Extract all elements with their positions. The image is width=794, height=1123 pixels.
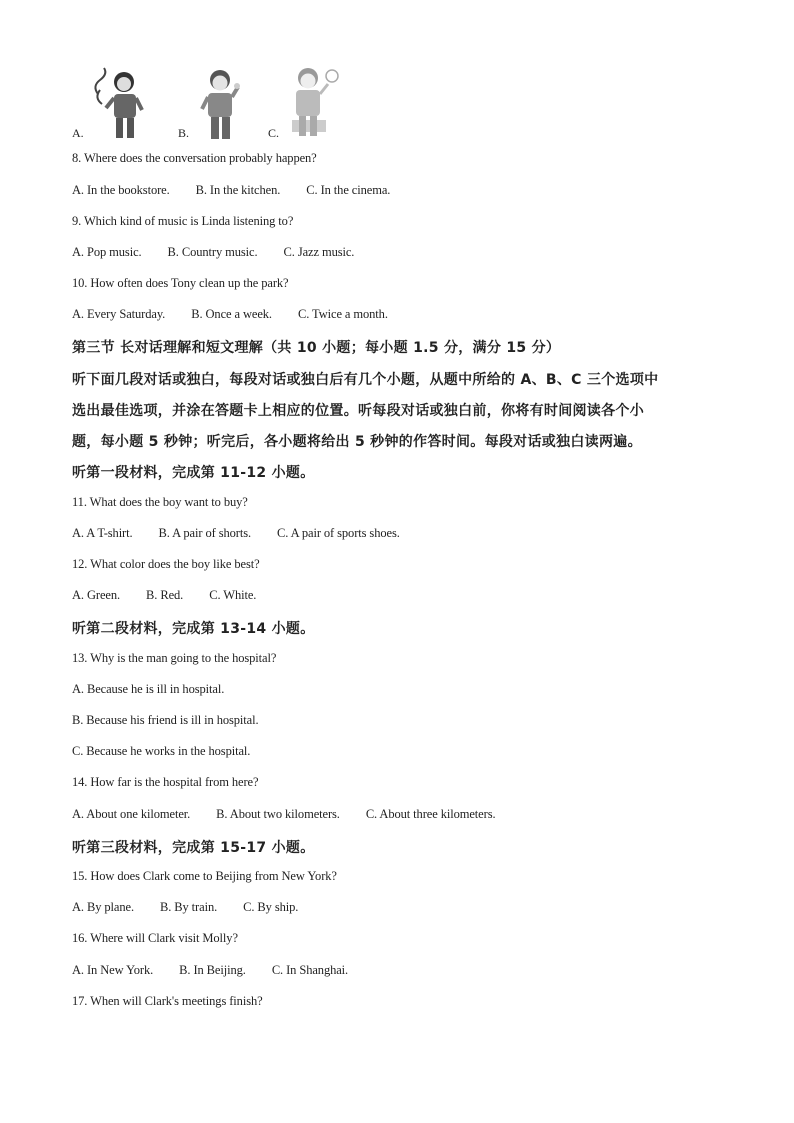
q12-stem: 12. What color does the boy like best?: [72, 557, 260, 571]
q13-option-a[interactable]: A. Because he is ill in hospital.: [72, 682, 225, 696]
q10-option-c[interactable]: C. Twice a month.: [297, 307, 388, 321]
part2-heading: 听第二段材料，完成第 13-14 小题。: [72, 621, 315, 637]
q14-option-c[interactable]: C. About three kilometers.: [365, 807, 496, 821]
q9-options: [72, 245, 354, 260]
q15-option-c[interactable]: C. By ship.: [243, 900, 299, 914]
q10-option-a[interactable]: A. Every Saturday.: [72, 307, 166, 321]
q10-options: [72, 307, 388, 322]
q9-option-a[interactable]: A. Pop music.: [72, 245, 142, 259]
q8-stem: 8. Where does the conversation probably happen?: [72, 151, 317, 165]
q7-option-a-label: A.: [72, 126, 84, 140]
q7-picture-options: [72, 64, 372, 144]
q9-option-c[interactable]: C. Jazz music.: [283, 245, 355, 259]
person-with-toothache-illustration: [192, 64, 248, 142]
q11-options: [72, 526, 400, 541]
q11-option-b[interactable]: B. A pair of shorts.: [158, 526, 251, 540]
q16-option-b[interactable]: B. In Beijing.: [179, 963, 246, 977]
part1-heading: 听第一段材料，完成第 11-12 小题。: [72, 465, 315, 481]
q16-options: [72, 963, 348, 978]
q15-stem: 15. How does Clark come to Beijing from New York?: [72, 869, 337, 883]
q13-stem: 13. Why is the man going to the hospital?: [72, 651, 277, 665]
q11-stem: 11. What does the boy want to buy?: [72, 495, 248, 509]
q12-option-a[interactable]: A. Green.: [72, 588, 121, 602]
q12-option-c[interactable]: C. White.: [209, 588, 257, 602]
section3-instruction-line-2: 选出最佳选项，并涂在答题卡上相应的位置。听每段对话或独白前，你将有时间阅读各个小: [72, 403, 644, 419]
section3-instruction-line-1: 听下面几段对话或独白，每段对话或独白后有几个小题，从题中所给的 A、B、C 三个选项中: [72, 372, 659, 388]
q13-option-c[interactable]: C. Because he works in the hospital.: [72, 744, 251, 758]
q15-option-b[interactable]: B. By train.: [159, 900, 218, 914]
q10-option-b[interactable]: B. Once a week.: [191, 307, 272, 321]
q16-option-a[interactable]: A. In New York.: [72, 963, 154, 977]
q14-option-a[interactable]: A. About one kilometer.: [72, 807, 191, 821]
q15-options: [72, 900, 298, 915]
q11-option-a[interactable]: A. A T-shirt.: [72, 526, 133, 540]
q8-option-c[interactable]: C. In the cinema.: [306, 183, 391, 197]
q14-stem: 14. How far is the hospital from here?: [72, 775, 259, 789]
q16-stem: 16. Where will Clark visit Molly?: [72, 931, 238, 945]
q11-option-c[interactable]: C. A pair of sports shoes.: [276, 526, 400, 540]
q12-option-b[interactable]: B. Red.: [146, 588, 184, 602]
section3-title: 第三节 长对话理解和短文理解（共 10 小题；每小题 1.5 分，满分 15 分）: [72, 340, 561, 356]
person-with-fever-illustration: [282, 64, 342, 142]
q8-option-a[interactable]: A. In the bookstore.: [72, 183, 170, 197]
q17-stem: 17. When will Clark's meetings finish?: [72, 994, 263, 1008]
q12-options: [72, 588, 256, 603]
person-coughing-illustration: [88, 64, 148, 142]
q15-option-a[interactable]: A. By plane.: [72, 900, 134, 914]
q8-options: [72, 183, 390, 198]
q9-stem: 9. Which kind of music is Linda listening to?: [72, 214, 294, 228]
q13-option-b[interactable]: B. Because his friend is ill in hospital.: [72, 713, 259, 727]
q14-options: [72, 807, 495, 822]
q7-option-c-label: C.: [268, 126, 280, 140]
q9-option-b[interactable]: B. Country music.: [167, 245, 258, 259]
q7-option-b-label: B.: [178, 126, 190, 140]
section3-instruction-line-3: 题，每小题 5 秒钟；听完后，各小题将给出 5 秒钟的作答时间。每段对话或独白读两遍。: [72, 434, 642, 450]
q10-stem: 10. How often does Tony clean up the park?: [72, 276, 289, 290]
q14-option-b[interactable]: B. About two kilometers.: [216, 807, 340, 821]
q8-option-b[interactable]: B. In the kitchen.: [195, 183, 281, 197]
q16-option-c[interactable]: C. In Shanghai.: [271, 963, 349, 977]
part3-heading: 听第三段材料，完成第 15-17 小题。: [72, 840, 315, 856]
